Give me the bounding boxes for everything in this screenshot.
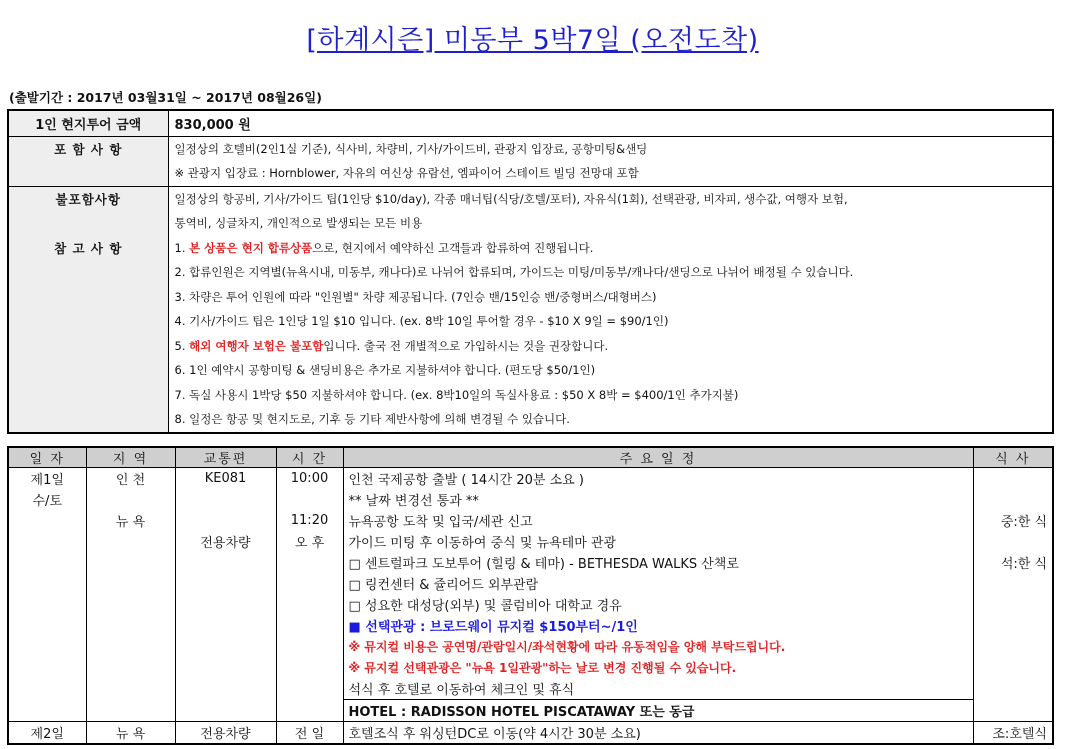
- note-5-highlight: 해외 여행자 보험은 불포함: [189, 338, 324, 353]
- optional-tour: ■ 선택관광 : 브로드웨이 뮤지컬 $150부터~/1인: [343, 615, 973, 636]
- include-row-1: [8, 136, 1053, 161]
- table-row: [8, 657, 1053, 678]
- itinerary-header: [8, 447, 1053, 468]
- note-1: 1. 본 상품은 현지 합류상품으로, 현지에서 예약하신 고객들과 합류하여 진행됩니다.: [168, 236, 1053, 261]
- note-2: 2. 합류인원은 지역별(뉴욕시내, 미동부, 캐나다)로 나뉘어 합류되며, 가이드는 미팅/미동부/캐나다/샌딩으로 나뉘어 배정될 수 있습니다.: [168, 260, 1053, 285]
- price-label: 1인 현지투어 금액: [8, 110, 168, 136]
- table-row: □ 성요한 대성당(외부) 및 콜럼비아 대학교 경유: [8, 594, 1053, 615]
- exclude-line-1: 일정상의 항공비, 기사/가이드 팁(1인당 $10/day), 각종 매너팁(식당/호텔/포터), 자유식(1회), 선택관광, 비자피, 생수값, 여행자 보험,: [168, 186, 1053, 211]
- note-4: 4. 기사/가이드 팁은 1인당 1일 $10 입니다. (ex. 8박 10일 투어할 경우 - $10 X 9일 = $90/1인): [168, 309, 1053, 334]
- note-8: 8. 일정은 항공 및 현지도로, 기후 등 기타 제반사항에 의해 변경될 수 있습니다.: [168, 407, 1053, 433]
- header-meal: 식 사: [973, 447, 1053, 468]
- header-region: 지 역: [86, 447, 175, 468]
- musical-warning-2: ※ 뮤지컬 선택관광은 "뉴욕 1일관광"하는 날로 변경 진행될 수 있습니다.: [343, 657, 973, 678]
- include-label: 포 함 사 항: [8, 136, 168, 161]
- departure-period: (출발기간 : 2017년 03월31일 ~ 2017년 08월26일): [9, 90, 322, 105]
- price-value: 830,000 원: [168, 110, 1053, 136]
- note-7: 7. 독실 사용시 1박당 $50 지불하셔야 합니다. (ex. 8박10일의 독실사용료 : $50 X 8박 = $400/1인 추가지불): [168, 383, 1053, 408]
- note-3: 3. 차량은 투어 인원에 따라 "인원별" 차량 제공됩니다. (7인승 밴/15인승 밴/중형버스/대형버스): [168, 285, 1053, 310]
- header-time: 시 간: [276, 447, 343, 468]
- note-1-highlight: 본 상품은 현지 합류상품: [189, 240, 313, 255]
- price-row: [8, 110, 1053, 136]
- checkin-text: 석식 후 호텔로 이동하여 체크인 및 휴식: [343, 678, 973, 700]
- table-row: 제2일 뉴 욕 전용차량 전 일 호텔조식 후 워싱턴DC로 이동(약 4시간 30분 소요) 조:호텔식: [8, 722, 1053, 745]
- notes-label: 참 고 사 항: [8, 236, 168, 261]
- include-line-2: ※ 관광지 입장료 : Hornblower, 자유의 여신상 유람선, 엠파이어 스테이트 빌딩 전망대 포함: [168, 161, 1053, 186]
- header-day: 일 자: [8, 447, 86, 468]
- table-row: 전용차량 오 후 가이드 미팅 후 이동하여 중식 및 뉴욕테마 관광: [8, 531, 1053, 552]
- exclude-row-2: [8, 211, 1053, 236]
- itinerary-table: [7, 446, 1054, 745]
- note-5: 5. 해외 여행자 보험은 불포함입니다. 출국 전 개별적으로 가입하시는 것을 권장합니다.: [168, 334, 1053, 359]
- musical-warning-1: ※ 뮤지컬 비용은 공연명/관람일시/좌석현황에 따라 유동적임을 양해 부탁드립니다.: [343, 636, 973, 657]
- hotel-row: [8, 700, 1053, 722]
- table-row: [8, 615, 1053, 636]
- table-row: [8, 678, 1053, 700]
- table-row: □ 링컨센터 & 쥴리어드 외부관람: [8, 573, 1053, 594]
- exclude-label: 불포함사항: [8, 186, 168, 211]
- hotel-info: HOTEL : RADISSON HOTEL PISCATAWAY 또는 동급: [343, 700, 973, 722]
- note-6: 6. 1인 예약시 공항미팅 & 샌딩비용은 추가로 지불하셔야 합니다. (편도당 $50/1인): [168, 358, 1053, 383]
- include-row-2: [8, 161, 1053, 186]
- header-transport: 교통편: [175, 447, 276, 468]
- tour-info-table: [7, 109, 1054, 434]
- table-row: [8, 636, 1053, 657]
- note-row-1: [8, 236, 1053, 261]
- table-row: 제1일 인 천 KE081 10:00 인천 국제공항 출발 ( 14시간 20분 소요 ): [8, 468, 1053, 490]
- include-line-1: 일정상의 호텔비(2인1실 기준), 식사비, 차량비, 기사/가이드비, 관광지 입장료, 공항미팅&샌딩: [168, 136, 1053, 161]
- header-itinerary: 주 요 일 정: [343, 447, 973, 468]
- exclude-line-2: 통역비, 싱글차지, 개인적으로 발생되는 모든 비용: [168, 211, 1053, 236]
- table-row: 수/토 ** 날짜 변경선 통과 **: [8, 489, 1053, 510]
- exclude-row-1: [8, 186, 1053, 211]
- table-row: □ 센트럴파크 도보투어 (힐링 & 테마) - BETHESDA WALKS 산책로 석:한 식: [8, 552, 1053, 573]
- page-title: [하계시즌] 미동부 5박7일 (오전도착): [306, 25, 759, 56]
- table-row: 뉴 욕 11:20 뉴욕공항 도착 및 입국/세관 신고 중:한 식: [8, 510, 1053, 531]
